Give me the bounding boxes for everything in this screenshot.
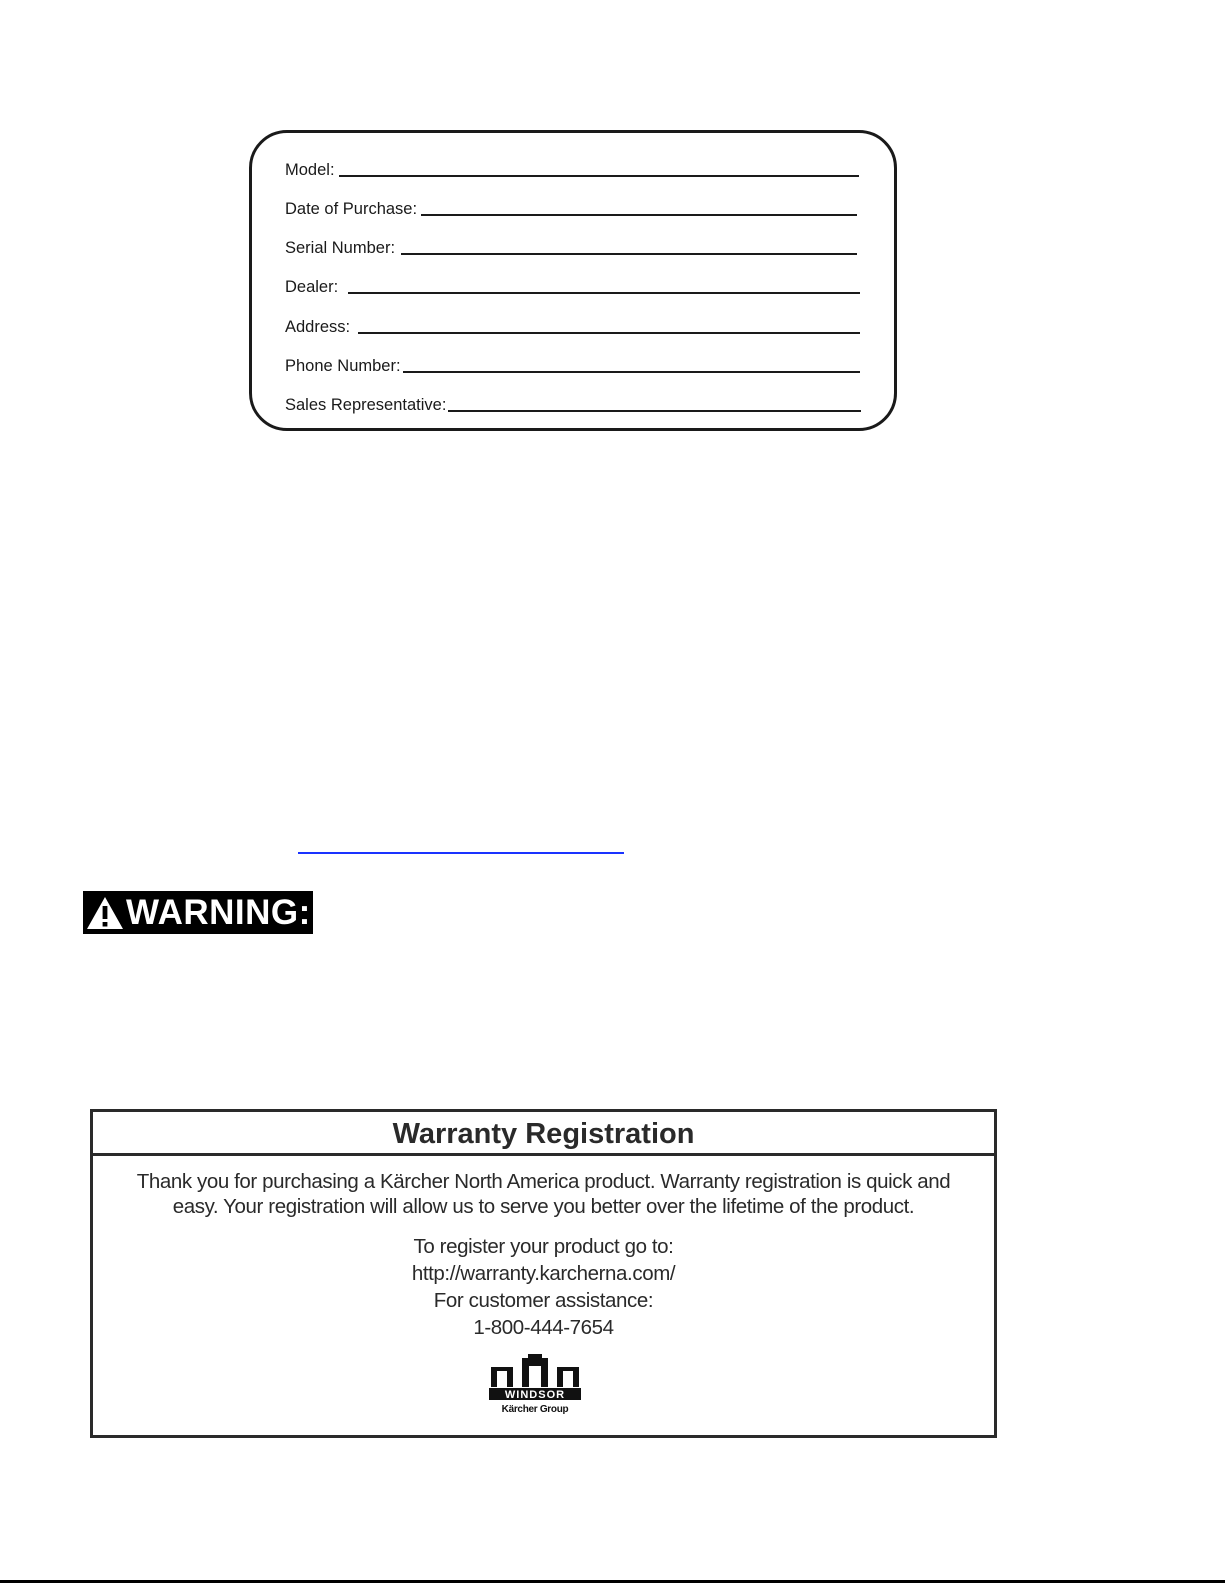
phone-number-field xyxy=(285,353,860,375)
model-blank-line[interactable] xyxy=(339,175,859,177)
warranty-url[interactable]: http://warranty.karcherna.com/ xyxy=(411,1262,676,1285)
warning-triangle-icon xyxy=(85,895,125,931)
serial-number-blank-line[interactable] xyxy=(401,253,857,255)
model-label: Model: xyxy=(285,161,335,179)
warranty-contact-lines xyxy=(93,1233,994,1341)
address-field xyxy=(285,314,860,336)
address-blank-line[interactable] xyxy=(358,332,860,334)
customer-phone: 1-800-444-7654 xyxy=(473,1316,614,1339)
page-bottom-rule xyxy=(0,1580,1225,1583)
warranty-paragraph: Thank you for purchasing a Kärcher North America product. Warranty registration is quick and easy. Your registration will allow us to serve you better over the lifetime of the product. xyxy=(136,1170,951,1218)
dealer-label: Dealer: xyxy=(285,278,339,296)
dealer-field xyxy=(285,274,860,296)
register-prompt: To register your product go to: xyxy=(413,1235,674,1258)
phone-number-blank-line[interactable] xyxy=(403,371,860,373)
assistance-prompt: For customer assistance: xyxy=(433,1289,654,1312)
logo-caption: Kärcher Group xyxy=(501,1404,569,1415)
product-info-card xyxy=(249,130,897,431)
sales-representative-blank-line[interactable] xyxy=(448,410,861,412)
dealer-blank-line[interactable] xyxy=(348,292,860,294)
phone-number-label: Phone Number: xyxy=(285,357,401,375)
serial-number-label: Serial Number: xyxy=(285,239,396,257)
warning-badge xyxy=(83,891,313,934)
warning-label: WARNING: xyxy=(126,893,311,932)
sales-representative-label: Sales Representative: xyxy=(285,396,447,414)
warranty-body xyxy=(93,1169,994,1341)
windsor-logo xyxy=(489,1354,581,1420)
serial-number-field xyxy=(285,235,857,257)
warranty-title: Warranty Registration xyxy=(93,1112,994,1156)
hyperlink-underline[interactable] xyxy=(298,852,624,854)
svg-text:WINDSOR: WINDSOR xyxy=(504,1389,566,1401)
windsor-logo-icon xyxy=(489,1354,581,1404)
date-of-purchase-label: Date of Purchase: xyxy=(285,200,418,218)
sales-representative-field xyxy=(285,392,861,414)
address-label: Address: xyxy=(285,318,351,336)
warranty-registration-box xyxy=(90,1109,997,1438)
date-of-purchase-field xyxy=(285,196,857,218)
model-field xyxy=(285,157,859,179)
date-of-purchase-blank-line[interactable] xyxy=(421,214,857,216)
